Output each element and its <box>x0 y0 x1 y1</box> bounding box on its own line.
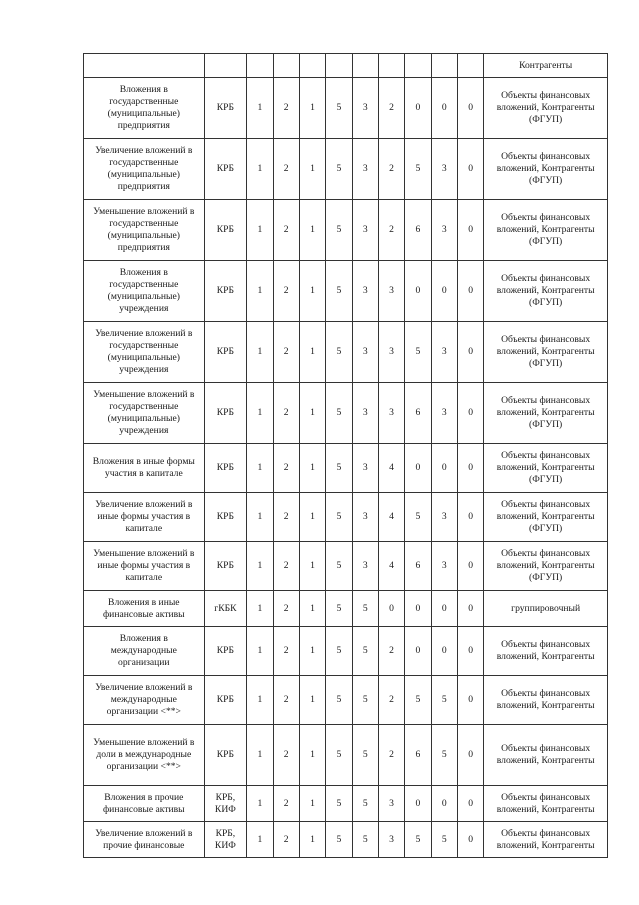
account-code-digit: 5 <box>326 676 352 725</box>
table-row <box>84 78 608 139</box>
table-row <box>84 591 608 627</box>
account-code-digit: 2 <box>273 725 299 786</box>
analytics-cell: Объекты финансовых вложений, Контрагенты (ФГУП) <box>484 78 608 139</box>
analytics-cell: Объекты финансовых вложений, Контрагенты (ФГУП) <box>484 322 608 383</box>
account-type-cell: КРБ <box>204 200 247 261</box>
account-code-digit: 0 <box>457 493 483 542</box>
account-name-cell: Вложения в международные организации <box>84 627 205 676</box>
account-code-digit: 2 <box>273 786 299 822</box>
account-code-digit: 2 <box>273 493 299 542</box>
header-cell-code <box>378 54 404 78</box>
account-code-digit: 5 <box>352 676 378 725</box>
account-code-digit: 1 <box>247 261 273 322</box>
account-code-digit: 3 <box>352 78 378 139</box>
header-cell-code <box>457 54 483 78</box>
account-code-digit: 0 <box>457 676 483 725</box>
account-code-digit: 5 <box>326 200 352 261</box>
account-code-digit: 3 <box>431 383 457 444</box>
analytics-cell: группировочный <box>484 591 608 627</box>
account-code-digit: 1 <box>299 822 325 858</box>
account-code-digit: 5 <box>326 786 352 822</box>
account-code-digit: 1 <box>247 591 273 627</box>
account-name-cell: Уменьшение вложений в доли в международные организации <**> <box>84 725 205 786</box>
account-code-digit: 3 <box>431 322 457 383</box>
account-code-digit: 0 <box>431 261 457 322</box>
account-code-digit: 2 <box>273 627 299 676</box>
analytics-cell: Объекты финансовых вложений, Контрагенты <box>484 822 608 858</box>
account-code-digit: 0 <box>457 78 483 139</box>
account-code-digit: 2 <box>273 822 299 858</box>
account-type-cell: КРБ <box>204 139 247 200</box>
account-code-digit: 0 <box>405 627 431 676</box>
account-code-digit: 1 <box>299 322 325 383</box>
header-cell-code <box>326 54 352 78</box>
account-name-cell: Вложения в государственные (муниципальные) предприятия <box>84 78 205 139</box>
account-type-cell: КРБ <box>204 261 247 322</box>
account-code-digit: 5 <box>326 139 352 200</box>
account-code-digit: 0 <box>431 627 457 676</box>
account-code-digit: 0 <box>405 786 431 822</box>
account-code-digit: 3 <box>378 322 404 383</box>
account-code-digit: 2 <box>273 200 299 261</box>
account-code-digit: 3 <box>378 383 404 444</box>
account-code-digit: 1 <box>247 493 273 542</box>
account-code-digit: 0 <box>457 383 483 444</box>
account-code-digit: 2 <box>378 725 404 786</box>
account-code-digit: 0 <box>457 725 483 786</box>
account-code-digit: 5 <box>326 591 352 627</box>
account-code-digit: 5 <box>431 676 457 725</box>
account-code-digit: 1 <box>247 78 273 139</box>
table-row <box>84 725 608 786</box>
account-code-digit: 3 <box>352 444 378 493</box>
header-cell-code <box>299 54 325 78</box>
account-name-cell: Вложения в прочие финансовые активы <box>84 786 205 822</box>
table-row <box>84 322 608 383</box>
account-code-digit: 2 <box>273 322 299 383</box>
account-code-digit: 0 <box>431 591 457 627</box>
account-code-digit: 1 <box>299 493 325 542</box>
account-code-digit: 1 <box>247 322 273 383</box>
account-code-digit: 3 <box>378 261 404 322</box>
account-code-digit: 1 <box>247 725 273 786</box>
account-code-digit: 2 <box>378 627 404 676</box>
account-name-cell: Вложения в государственные (муниципальные) учреждения <box>84 261 205 322</box>
account-code-digit: 6 <box>405 725 431 786</box>
account-code-digit: 1 <box>299 542 325 591</box>
account-code-digit: 0 <box>405 591 431 627</box>
account-code-digit: 6 <box>405 383 431 444</box>
account-type-cell: КРБ, КИФ <box>204 822 247 858</box>
account-code-digit: 2 <box>273 444 299 493</box>
account-code-digit: 1 <box>299 444 325 493</box>
account-code-digit: 0 <box>457 139 483 200</box>
account-name-cell: Увеличение вложений в иные формы участия в капитале <box>84 493 205 542</box>
account-code-digit: 3 <box>431 139 457 200</box>
account-type-cell: КРБ <box>204 542 247 591</box>
account-code-digit: 0 <box>457 261 483 322</box>
account-name-cell: Увеличение вложений в международные организации <**> <box>84 676 205 725</box>
account-code-digit: 3 <box>352 322 378 383</box>
account-code-digit: 0 <box>405 444 431 493</box>
account-code-digit: 0 <box>457 591 483 627</box>
account-code-digit: 2 <box>378 78 404 139</box>
account-type-cell: КРБ <box>204 627 247 676</box>
account-code-digit: 3 <box>352 139 378 200</box>
account-code-digit: 1 <box>299 261 325 322</box>
analytics-cell: Объекты финансовых вложений, Контрагенты <box>484 676 608 725</box>
account-code-digit: 0 <box>431 78 457 139</box>
account-code-digit: 5 <box>326 822 352 858</box>
header-row <box>84 54 608 78</box>
account-code-digit: 5 <box>352 725 378 786</box>
account-code-digit: 1 <box>247 676 273 725</box>
account-code-digit: 5 <box>431 725 457 786</box>
account-name-cell: Увеличение вложений в государственные (муниципальные) учреждения <box>84 322 205 383</box>
account-code-digit: 5 <box>405 676 431 725</box>
account-code-digit: 1 <box>247 444 273 493</box>
account-code-digit: 1 <box>247 822 273 858</box>
account-code-digit: 0 <box>431 786 457 822</box>
account-code-digit: 2 <box>273 139 299 200</box>
account-code-digit: 3 <box>431 200 457 261</box>
account-code-digit: 3 <box>352 200 378 261</box>
table-row <box>84 383 608 444</box>
account-code-digit: 1 <box>247 627 273 676</box>
account-code-digit: 6 <box>405 200 431 261</box>
analytics-cell: Объекты финансовых вложений, Контрагенты (ФГУП) <box>484 261 608 322</box>
account-code-digit: 3 <box>431 542 457 591</box>
table-row <box>84 542 608 591</box>
account-name-cell: Уменьшение вложений в государственные (муниципальные) предприятия <box>84 200 205 261</box>
account-name-cell: Увеличение вложений в государственные (муниципальные) предприятия <box>84 139 205 200</box>
account-code-digit: 0 <box>405 78 431 139</box>
account-code-digit: 1 <box>299 78 325 139</box>
account-code-digit: 3 <box>352 542 378 591</box>
account-code-digit: 1 <box>299 627 325 676</box>
account-type-cell: КРБ <box>204 725 247 786</box>
account-name-cell: Уменьшение вложений в государственные (муниципальные) учреждения <box>84 383 205 444</box>
table-row <box>84 261 608 322</box>
account-code-digit: 0 <box>431 444 457 493</box>
header-cell-code <box>273 54 299 78</box>
account-code-digit: 1 <box>299 725 325 786</box>
analytics-cell: Объекты финансовых вложений, Контрагенты (ФГУП) <box>484 383 608 444</box>
account-code-digit: 5 <box>326 261 352 322</box>
account-code-digit: 5 <box>405 139 431 200</box>
account-code-digit: 3 <box>352 261 378 322</box>
account-code-digit: 0 <box>457 542 483 591</box>
account-type-cell: КРБ <box>204 676 247 725</box>
account-code-digit: 5 <box>326 322 352 383</box>
account-code-digit: 2 <box>273 78 299 139</box>
account-code-digit: 5 <box>326 493 352 542</box>
table-row <box>84 139 608 200</box>
table-row <box>84 822 608 858</box>
account-code-digit: 1 <box>299 139 325 200</box>
account-code-digit: 3 <box>431 493 457 542</box>
account-type-cell: КРБ <box>204 383 247 444</box>
account-code-digit: 5 <box>352 822 378 858</box>
table-row <box>84 627 608 676</box>
account-code-digit: 1 <box>299 383 325 444</box>
account-code-digit: 4 <box>378 493 404 542</box>
account-type-cell: гКБК <box>204 591 247 627</box>
account-code-digit: 5 <box>326 444 352 493</box>
header-cell-code <box>247 54 273 78</box>
account-code-digit: 0 <box>405 261 431 322</box>
analytics-cell: Объекты финансовых вложений, Контрагенты (ФГУП) <box>484 542 608 591</box>
account-type-cell: КРБ <box>204 444 247 493</box>
account-code-digit: 6 <box>405 542 431 591</box>
account-code-digit: 2 <box>273 591 299 627</box>
account-code-digit: 4 <box>378 444 404 493</box>
account-code-digit: 5 <box>326 725 352 786</box>
account-code-digit: 5 <box>326 627 352 676</box>
account-code-digit: 5 <box>326 542 352 591</box>
header-cell-code <box>431 54 457 78</box>
table-row <box>84 493 608 542</box>
account-code-digit: 1 <box>247 786 273 822</box>
header-cell-code <box>405 54 431 78</box>
account-code-digit: 0 <box>457 822 483 858</box>
account-code-digit: 5 <box>405 322 431 383</box>
account-code-digit: 0 <box>457 200 483 261</box>
account-type-cell: КРБ <box>204 493 247 542</box>
account-code-digit: 3 <box>352 383 378 444</box>
account-name-cell: Увеличение вложений в прочие финансовые <box>84 822 205 858</box>
table-row <box>84 444 608 493</box>
account-type-cell: КРБ <box>204 78 247 139</box>
account-code-digit: 3 <box>378 786 404 822</box>
account-code-digit: 1 <box>299 591 325 627</box>
accounts-table <box>83 53 608 858</box>
account-code-digit: 3 <box>352 493 378 542</box>
account-type-cell: КРБ <box>204 322 247 383</box>
account-code-digit: 0 <box>378 591 404 627</box>
account-code-digit: 2 <box>378 139 404 200</box>
account-code-digit: 2 <box>273 383 299 444</box>
table-row <box>84 786 608 822</box>
account-code-digit: 5 <box>352 627 378 676</box>
analytics-cell: Объекты финансовых вложений, Контрагенты <box>484 725 608 786</box>
account-code-digit: 0 <box>457 444 483 493</box>
account-code-digit: 1 <box>247 200 273 261</box>
table-row <box>84 200 608 261</box>
account-code-digit: 5 <box>326 78 352 139</box>
account-code-digit: 0 <box>457 786 483 822</box>
account-name-cell: Вложения в иные финансовые активы <box>84 591 205 627</box>
header-cell-code <box>352 54 378 78</box>
account-code-digit: 1 <box>299 676 325 725</box>
account-code-digit: 1 <box>299 200 325 261</box>
account-type-cell: КРБ, КИФ <box>204 786 247 822</box>
account-code-digit: 1 <box>247 542 273 591</box>
account-name-cell: Вложения в иные формы участия в капитале <box>84 444 205 493</box>
analytics-cell: Объекты финансовых вложений, Контрагенты (ФГУП) <box>484 493 608 542</box>
account-code-digit: 5 <box>352 591 378 627</box>
analytics-cell: Объекты финансовых вложений, Контрагенты (ФГУП) <box>484 444 608 493</box>
account-code-digit: 5 <box>405 493 431 542</box>
account-code-digit: 5 <box>405 822 431 858</box>
account-code-digit: 2 <box>273 542 299 591</box>
header-cell-type <box>204 54 247 78</box>
header-cell-name <box>84 54 205 78</box>
table-body <box>84 54 608 858</box>
account-code-digit: 0 <box>457 322 483 383</box>
account-code-digit: 5 <box>352 786 378 822</box>
account-name-cell: Уменьшение вложений в иные формы участия в капитале <box>84 542 205 591</box>
account-code-digit: 1 <box>247 383 273 444</box>
account-code-digit: 2 <box>378 200 404 261</box>
account-code-digit: 0 <box>457 627 483 676</box>
account-code-digit: 3 <box>378 822 404 858</box>
account-code-digit: 2 <box>273 261 299 322</box>
analytics-cell: Объекты финансовых вложений, Контрагенты <box>484 627 608 676</box>
account-code-digit: 2 <box>273 676 299 725</box>
analytics-cell: Объекты финансовых вложений, Контрагенты (ФГУП) <box>484 139 608 200</box>
account-code-digit: 1 <box>299 786 325 822</box>
account-code-digit: 5 <box>431 822 457 858</box>
account-code-digit: 1 <box>247 139 273 200</box>
account-code-digit: 2 <box>378 676 404 725</box>
analytics-cell: Объекты финансовых вложений, Контрагенты <box>484 786 608 822</box>
header-cell-analytics: Контрагенты <box>484 54 608 78</box>
account-code-digit: 5 <box>326 383 352 444</box>
analytics-cell: Объекты финансовых вложений, Контрагенты (ФГУП) <box>484 200 608 261</box>
account-code-digit: 4 <box>378 542 404 591</box>
table-row <box>84 676 608 725</box>
